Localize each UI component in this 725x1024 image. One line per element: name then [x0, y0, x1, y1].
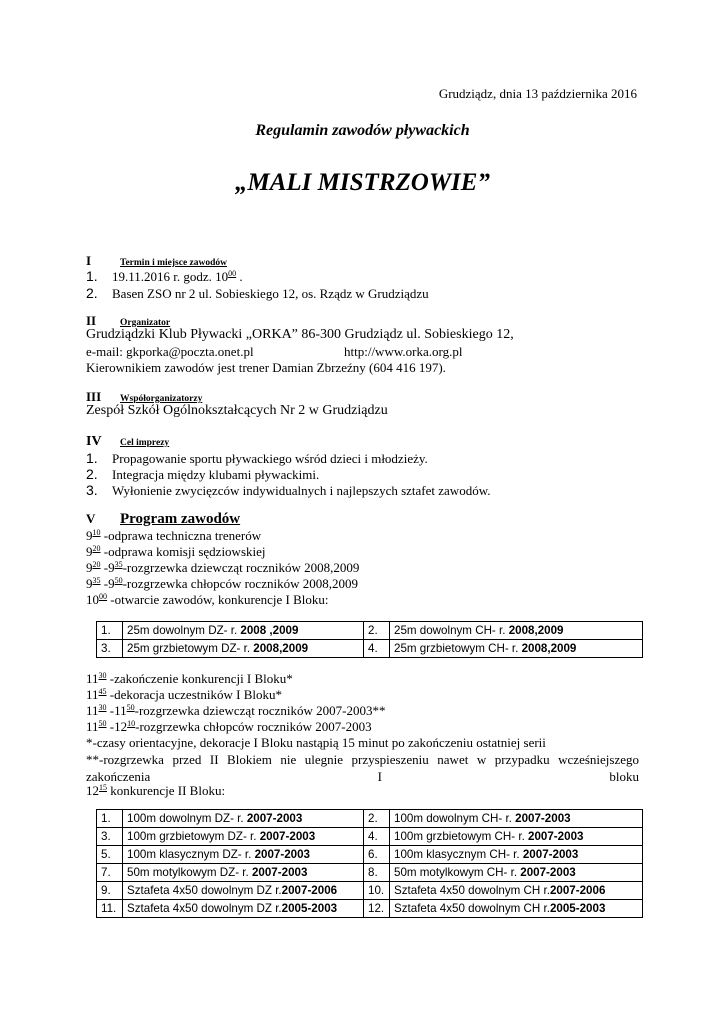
list-item: 1. Propagowanie sportu pływackiego wśród dzieci i młodzieży.	[86, 450, 428, 466]
list-item: 1. 19.11.2016 r. godz. $10^{00}$ .	[86, 268, 243, 284]
table-row: 11. Sztafeta 4x50 dowolnym DZ r.2005-2003 12. Sztafeta 4x50 dowolnym CH r.2005-2003	[97, 900, 643, 918]
table-row: 1. 100m dowolnym DZ- r. 2007-2003 2. 100m dowolnym CH- r. 2007-2003	[97, 810, 643, 828]
section-2-header: II Organizator	[86, 313, 171, 328]
footnote-2: **-rozgrzewka przed II Blokiem nie ulegnie przyspieszeniu nawet w przypadku wcześniejszego zakończenia I bloku	[86, 752, 639, 784]
event-name: „MALI MISTRZOWIE”	[235, 169, 490, 196]
co-organizer: Zespół Szkół Ogólnokształcących Nr 2 w Grudziądzu	[86, 403, 388, 418]
section-5-header: V Program zawodów	[86, 511, 241, 527]
section-2-heading: Organizator	[120, 318, 171, 328]
list-item: 3. Wyłonienie zwycięzców indywidualnych i najlepszych sztafet zawodów.	[86, 482, 491, 498]
list-item: 2. Basen ZSO nr 2 ul. Sobieskiego 12, os. Rządz w Grudziądzu	[86, 285, 429, 301]
section-3-heading: Współorganizatorzy	[120, 394, 203, 404]
section-3-header: III Współorganizatorzy	[86, 389, 203, 404]
schedule-row: $9^{10}$ -odprawa techniczna trenerów	[86, 528, 262, 543]
organizer-email: e-mail: gkporka@poczta.onet.pl	[86, 344, 254, 359]
block-2-intro: $12^{15}$ konkurencje II Bloku:	[86, 783, 226, 798]
list-item: 2. Integracja między klubami pływackimi.	[86, 466, 320, 482]
organizer-website: http://www.orka.org.pl	[344, 344, 463, 359]
schedule-row: $9^{20}$ -odprawa komisji sędziowskiej	[86, 544, 266, 559]
schedule-row: $9^{35}$ $-9^{50}$-rozgrzewka chłopców roczników 2008,2009	[86, 576, 358, 591]
schedule-row: $11^{30}$ -zakończenie konkurencji I Bloku*	[86, 671, 293, 686]
table-row: 9. Sztafeta 4x50 dowolnym DZ r.2007-2006 10. Sztafeta 4x50 dowolnym CH r.2007-2006	[97, 882, 643, 900]
block-1-table	[96, 621, 643, 658]
schedule-row: $10^{00}$ -otwarcie zawodów, konkurencje I Bloku:	[86, 592, 329, 607]
table-row: 3. 100m grzbietowym DZ- r. 2007-2003 4. 100m grzbietowym CH- r. 2007-2003	[97, 828, 643, 846]
schedule-row: $11^{50}$ $-12^{10}$-rozgrzewka chłopców roczników 2007-2003	[86, 719, 372, 734]
section-1-header: I Termin i miejsce zawodów	[86, 253, 228, 268]
table-row: 3. 25m grzbietowym DZ- r. 2008,2009 4. 25m grzbietowym CH- r. 2008,2009	[97, 640, 643, 658]
table-row: 7. 50m motylkowym DZ- r. 2007-2003 8. 50m motylkowym CH- r. 2007-2003	[97, 864, 643, 882]
table-row: 5. 100m klasycznym DZ- r. 2007-2003 6. 100m klasycznym CH- r. 2007-2003	[97, 846, 643, 864]
organizer-manager: Kierownikiem zawodów jest trener Damian Zbrzeźny (604 416 197).	[86, 360, 446, 375]
schedule-row: $11^{30}$ $-11^{50}$-rozgrzewka dziewcząt roczników 2007-2003**	[86, 703, 386, 718]
document-title: Regulamin zawodów pływackich	[255, 122, 470, 139]
section-1-heading: Termin i miejsce zawodów	[120, 258, 228, 268]
schedule-row: $11^{45}$ -dekoracja uczestników I Bloku*	[86, 687, 282, 702]
organizer-line: Grudziądzki Klub Pływacki „ORKA” 86-300 Grudziądz ul. Sobieskiego 12,	[86, 327, 514, 342]
footnote-1: *-czasy orientacyjne, dekoracje I Bloku nastąpią 15 minut po zakończeniu ostatniej serii	[86, 735, 546, 750]
section-5-heading: Program zawodów	[120, 511, 241, 527]
section-4-heading: Cel imprezy	[120, 438, 170, 448]
table-row: 1. 25m dowolnym DZ- r. 2008 ,2009 2. 25m dowolnym CH- r. 2008,2009	[97, 622, 643, 640]
block-2-table	[96, 809, 643, 918]
schedule-row: $9^{20}$ $-9^{35}$-rozgrzewka dziewcząt roczników 2008,2009	[86, 560, 360, 575]
section-4-header: IV Cel imprezy	[86, 434, 170, 449]
document-date: Grudziądz, dnia 13 października 2016	[438, 86, 637, 101]
